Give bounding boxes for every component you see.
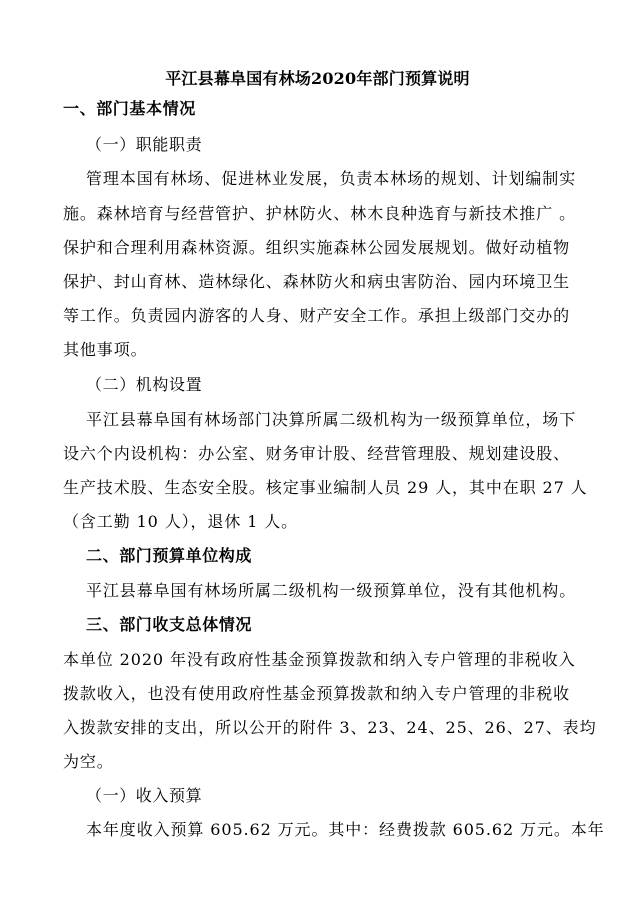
paragraph-line: 本单位 2020 年没有政府性基金预算拨款和纳入专户管理的非税收入 [63,650,576,669]
paragraph-line: 本年度收入预算 605.62 万元。其中：经费拨款 605.62 万元。本年 [86,820,605,839]
paragraph-line: 拨款收入，也没有使用政府性基金预算拨款和纳入专户管理的非税收 [63,684,571,703]
paragraph-line: 其他事项。 [63,340,148,359]
paragraph-line: （含工勤 10 人），退休 1 人。 [63,512,299,531]
paragraph-line: 等工作。负责园内游客的人身、财产安全工作。承担上级部门交办的 [63,306,571,325]
subheading-income-budget: （一）收入预算 [86,786,203,805]
paragraph-line: 保护和合理利用森林资源。组织实施森林公园发展规划。做好动植物 [63,238,571,257]
paragraph-line: 保护、封山育林、造林绿化、森林防火和病虫害防治、园内环境卫生 [63,272,571,291]
paragraph-line: 管理本国有林场、促进林业发展，负责本林场的规划、计划编制实 [86,169,577,188]
paragraph-line: 入拨款安排的支出，所以公开的附件 3、23、24、25、26、27、表均 [63,718,597,737]
paragraph-line: 为空。 [63,752,114,771]
document-title: 平江县幕阜国有林场2020年部门预算说明 [165,69,470,88]
paragraph-line: 生产技术股、生态安全股。核定事业编制人员 29 人，其中在职 27 人 [63,478,588,497]
section-heading-budget-units: 二、部门预算单位构成 [86,546,253,565]
subheading-organization: （二）机构设置 [86,375,203,394]
section-heading-income-expense: 三、部门收支总体情况 [86,615,253,634]
paragraph-line: 设六个内设机构：办公室、财务审计股、经营管理股、规划建设股、 [63,444,571,463]
subheading-functions: （一）职能职责 [86,135,203,154]
paragraph-line: 平江县幕阜国有林场部门决算所属二级机构为一级预算单位，场下 [86,410,577,429]
paragraph-line: 施。森林培育与经营管护、护林防火、林木良种选育与新技术推广 。 [63,204,576,223]
paragraph-line: 平江县幕阜国有林场所属二级机构一级预算单位，没有其他机构。 [86,581,577,600]
section-heading-basic-info: 一、部门基本情况 [63,99,196,118]
